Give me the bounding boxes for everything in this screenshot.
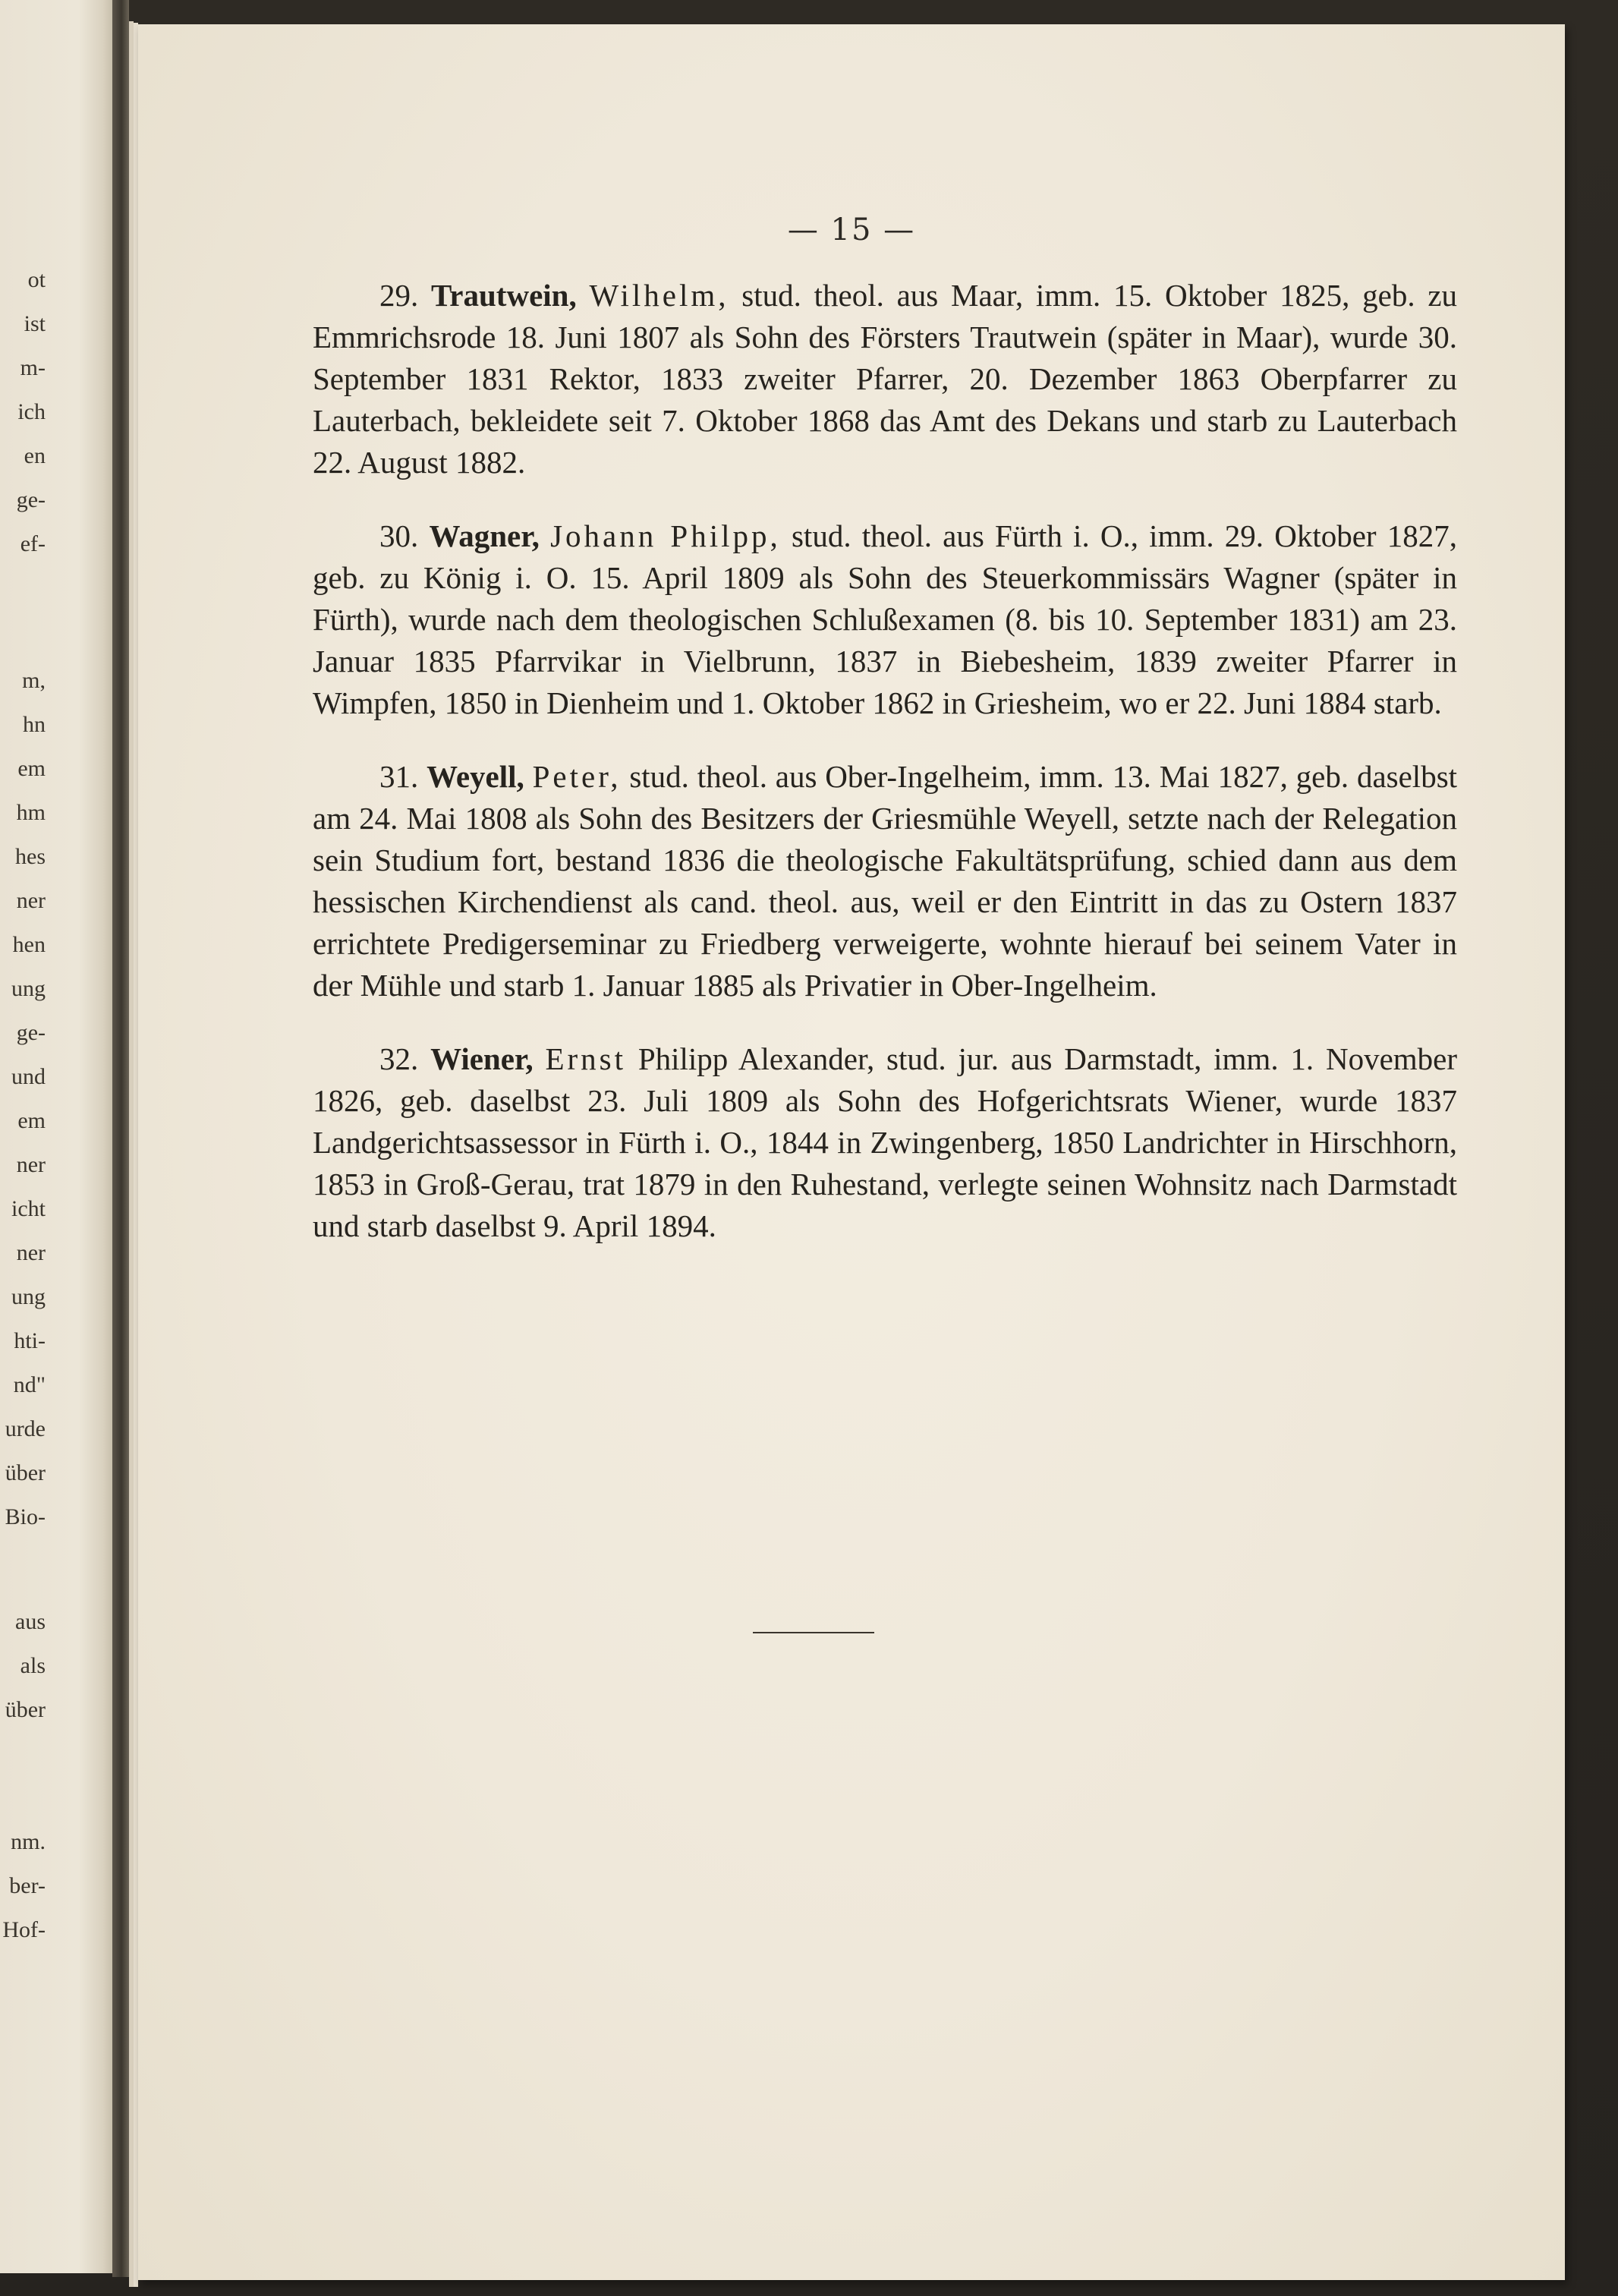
fragment: urde: [5, 1416, 46, 1441]
fragment: hn: [23, 712, 46, 737]
entry-number: 31.: [379, 759, 419, 794]
entry-text: stud. theol. aus Maar, imm. 15. Oktober 1825, geb. zu Emmrichsrode 18. Juni 1807 als Sohn des Försters Trautwein (später in Maar), wurde 30. September 1831 Rektor, 1833 zweiter Pfarrer, 20. Dezember 1863 Oberpfarrer zu Lauterbach, bekleidete seit 7. Oktober 1868 das Amt des Dekans und starb zu Lauterbach 22. August 1882.: [313, 278, 1458, 480]
fragment: icht: [11, 1196, 46, 1221]
fragment: en: [24, 443, 46, 468]
biography-entries: [313, 275, 1457, 1279]
fragment: ef-: [20, 531, 46, 556]
entry-number: 30.: [379, 518, 419, 553]
fragment: ung: [11, 976, 46, 1001]
fragment: ge-: [16, 487, 46, 512]
entry-text: Philipp Alexander, stud. jur. aus Darmstadt, imm. 1. November 1826, geb. daselbst 23. Juli 1809 als Sohn des Hofgerichtsrats Wiener, wurde 1837 Landgerichtsassessor in Fürth i. O., 1844 in Zwingenberg, 1850 Landrichter in Hirschhorn, 1853 in Groß-Gerau, trat 1879 in den Ruhestand, verlegte seinen Wohnsitz nach Darmstadt und starb daselbst 9. April 1894.: [313, 1041, 1458, 1243]
fragment: em: [17, 756, 46, 781]
fragment: m-: [20, 355, 46, 380]
fragment: nd": [13, 1372, 46, 1397]
fragment: über: [5, 1460, 46, 1485]
fragment: aus: [15, 1609, 46, 1634]
entry-text: stud. theol. aus Fürth i. O., imm. 29. Oktober 1827, geb. zu König i. O. 15. April 1809 als Sohn des Steuerkommissärs Wagner (später in Fürth), wurde nach dem theologischen Schlußexamen (8. bis 10. September 1831) am 23. Januar 1835 Pfarrvikar in Vielbrunn, 1837 in Biebesheim, 1839 zweiter Pfarrer in Wimpfen, 1850 in Dienheim und 1. Oktober 1862 in Griesheim, wo er 22. Juni 1884 starb.: [313, 518, 1458, 720]
fragment: hm: [16, 800, 46, 825]
closing-rule: [753, 1632, 874, 1633]
entry-number: 32.: [379, 1041, 419, 1076]
entry-given-name: Ernst: [545, 1041, 626, 1076]
entry-number: 29.: [379, 278, 419, 313]
entry-given-name: Wilhelm,: [589, 278, 729, 313]
fragment: hen: [12, 932, 46, 957]
entry-given-name: Johann Philpp,: [550, 518, 781, 553]
fragment: Hof-: [2, 1917, 46, 1942]
previous-page-fragments: [0, 0, 112, 2273]
previous-page-edge: [0, 0, 112, 2273]
fragment: Bio-: [5, 1504, 46, 1529]
fragment: ist: [24, 311, 46, 336]
entry-surname: Trautwein,: [431, 278, 577, 313]
entry-32: [313, 1038, 1457, 1247]
entry-surname: Wiener,: [430, 1041, 534, 1076]
fragment: ner: [16, 1152, 46, 1177]
fragment: hes: [15, 844, 46, 869]
fragment: und: [11, 1064, 46, 1089]
fragment: em: [17, 1108, 46, 1133]
fragment: ber-: [9, 1873, 46, 1898]
book-page: [138, 24, 1565, 2280]
fragment: hti-: [14, 1328, 46, 1353]
entry-surname: Weyell,: [427, 759, 524, 794]
book-gutter: [112, 0, 129, 2277]
fragment: ge-: [16, 1020, 46, 1045]
page-number: — 15 —: [787, 213, 916, 247]
fragment: ich: [17, 399, 46, 424]
fragment: als: [20, 1653, 46, 1678]
fragment: über: [5, 1697, 46, 1722]
fragment: ner: [16, 1240, 46, 1265]
fragment: nm.: [11, 1829, 46, 1854]
entry-31: [313, 756, 1457, 1006]
fragment: ot: [27, 267, 46, 292]
entry-29: [313, 275, 1457, 483]
entry-given-name: Peter,: [532, 759, 622, 794]
entry-text: stud. theol. aus Ober-Ingelheim, imm. 13. Mai 1827, geb. daselbst am 24. Mai 1808 als Sohn des Besitzers der Griesmühle Weyell, setzte nach der Relegation sein Studium fort, bestand 1836 die theologische Fakultätsprüfung, schied dann aus dem hessischen Kirchendienst als cand. theol. aus, weil er den Eintritt in das zu Ostern 1837 errichtete Predigerseminar zu Friedberg verweigerte, wohnte hierauf bei seinem Vater in der Mühle und starb 1. Januar 1885 als Privatier in Ober-Ingelheim.: [313, 759, 1458, 1003]
fragment: ner: [16, 888, 46, 913]
entry-surname: Wagner,: [429, 518, 540, 553]
entry-30: [313, 515, 1457, 724]
fragment: m,: [22, 668, 46, 693]
fragment: ung: [11, 1284, 46, 1309]
